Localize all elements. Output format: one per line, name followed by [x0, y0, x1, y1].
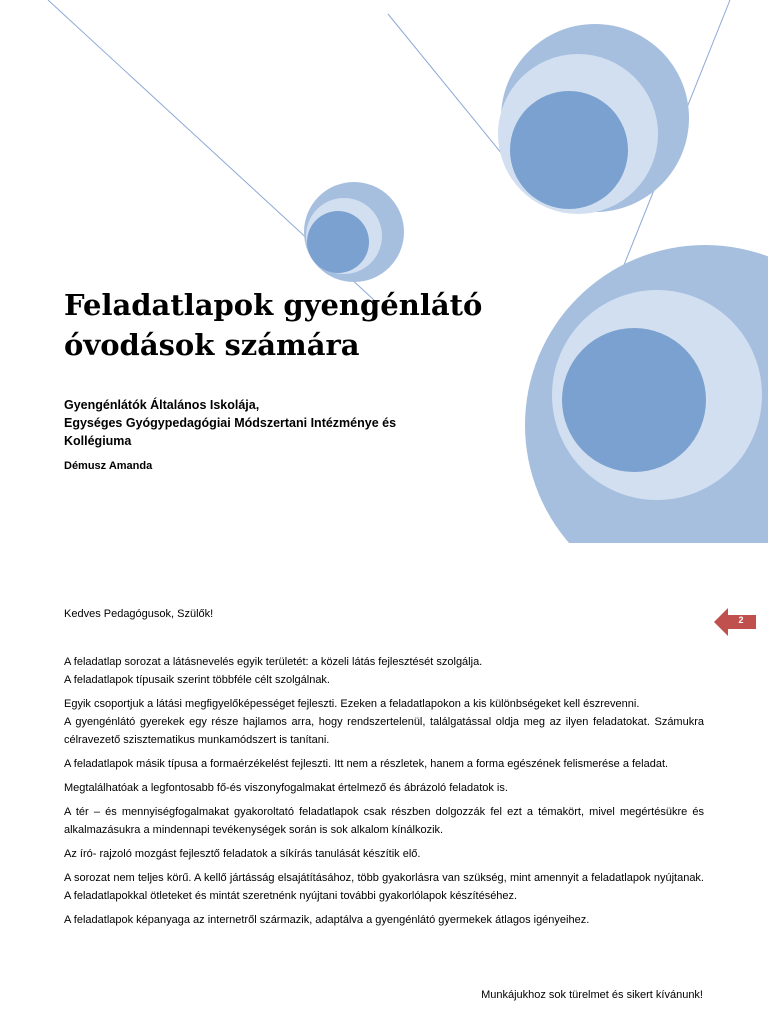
author-name: Démusz Amanda [64, 460, 153, 472]
paragraph-line: A tér – és mennyiségfogalmakat gyakoroltató feladatlapok csak részben dolgozzák fel ezt a témakört, mivel megértésükre és alkalmazásukra a mindennapi tevékenységek során is sok alkalom kínálkozik. [64, 806, 704, 836]
closing-line: Munkájukhoz sok türelmet és sikert kívánunk! [481, 989, 703, 1001]
title-line-1: Feladatlapok gyengénlátó [64, 288, 483, 322]
paragraph [64, 911, 704, 929]
title-line-2: óvodások számára [64, 328, 360, 362]
top-circle-group [498, 24, 689, 214]
paragraph-line: A feladatlapok képanyaga az internetről származik, adaptálva a gyengénlátó gyermekek átlagos igényeihez. [64, 914, 590, 926]
introduction-body [64, 653, 704, 935]
paragraph-line: A gyengénlátó gyerekek egy része hajlamos arra, hogy rendszertelenül, találgatással oldja meg az ilyen feladatokat. Számukra célravezető szisztematikus munkamódszert is tanítani. [64, 716, 704, 746]
paragraph [64, 845, 704, 863]
organization-line-1: Gyengénlátók Általános Iskolája, [64, 398, 260, 412]
document-title [64, 285, 482, 365]
paragraph-line: A sorozat nem teljes körű. A kellő jártásság elsajátításához, több gyakorlásra van szükség, mint amennyit a feladatlapok nyújtanak. A feladatlapokkal ötleteket és mintát szeretnénk nyújtani további gyakorlólapok készítéséhez. [64, 872, 704, 902]
paragraph [64, 779, 704, 797]
paragraph [64, 869, 704, 905]
organization-line-2: Egységes Gyógypedagógiai Módszertani Intézménye és [64, 416, 397, 430]
greeting: Kedves Pedagógusok, Szülők! [64, 608, 214, 620]
small-circle-group [304, 182, 404, 282]
organization-name [64, 396, 396, 450]
paragraph-line: Az író- rajzoló mozgást fejlesztő feladatok a síkírás tanulását készítik elő. [64, 848, 421, 860]
paragraph-line: A feladatlapok másik típusa a formaérzékelést fejleszti. Itt nem a részletek, hanem a forma egészének felismerése a feladat. [64, 758, 669, 770]
paragraph-line: Megtalálhatóak a legfontosabb fő-és viszonyfogalmakat értelmező és ábrázoló feladatok is. [64, 782, 508, 794]
paragraph-line: Egyik csoportjuk a látási megfigyelőképességet fejleszti. Ezeken a feladatlapokon a kis különbségeket kell észrevenni. [64, 698, 640, 710]
organization-line-3: Kollégiuma [64, 434, 132, 448]
paragraph-line: A feladatlap sorozat a látásnevelés egyik területét: a közeli látás fejlesztését szolgálja. [64, 656, 483, 668]
paragraph-line: A feladatlapok típusaik szerint többféle célt szolgálnak. [64, 674, 330, 686]
bottom-circle-group [525, 245, 768, 605]
paragraph [64, 803, 704, 839]
page-number: 2 [738, 615, 744, 625]
paragraph [64, 755, 704, 773]
paragraph [64, 653, 704, 689]
paragraph [64, 695, 704, 749]
